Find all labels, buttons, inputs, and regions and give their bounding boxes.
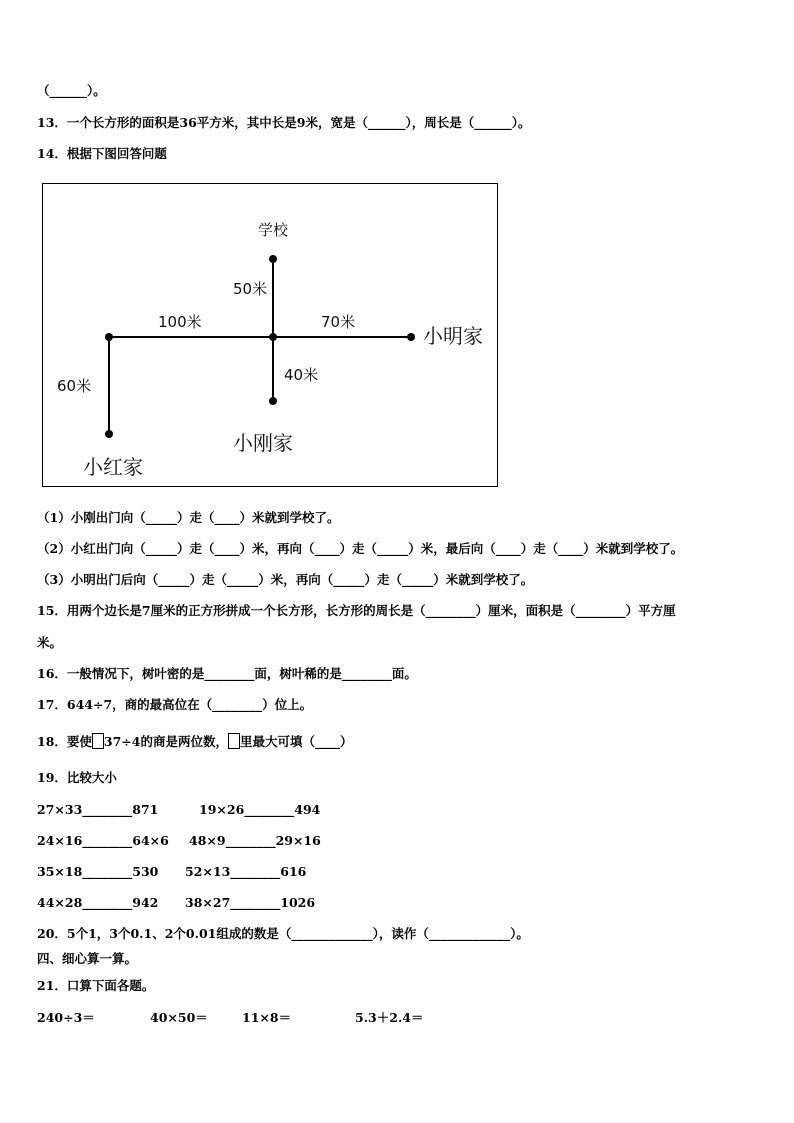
compare-item: 52×13________616 bbox=[185, 864, 307, 879]
question-21: 21．口算下面各题。 bbox=[37, 978, 155, 993]
compare-item: 35×18________530 bbox=[37, 864, 159, 879]
distance-70-label: 70米 bbox=[321, 313, 356, 331]
compare-row bbox=[37, 864, 307, 880]
q18-middle: 37÷4的商是两位数， bbox=[103, 734, 228, 749]
distance-100-label: 100米 bbox=[158, 313, 202, 331]
route-diagram bbox=[42, 183, 498, 487]
section-4-title: 四、细心算一算。 bbox=[37, 951, 138, 966]
distance-50-label: 50米 bbox=[233, 280, 268, 298]
question-13: 13．一个长方形的面积是36平方米，其中长是9米，宽是（______），周长是（______）。 bbox=[37, 115, 531, 130]
question-14-2: （2）小红出门向（_____）走（____）米，再向（____）走（_____）米，最后向（____）走（____）米就到学校了。 bbox=[37, 541, 684, 556]
calc-item: 5.3＋2.4＝ bbox=[355, 1010, 424, 1025]
calc-item: 240÷3＝ bbox=[37, 1010, 95, 1025]
school-label: 学校 bbox=[258, 221, 289, 239]
road-to-xiaohong bbox=[108, 336, 110, 435]
blank-box bbox=[228, 733, 240, 749]
road-to-school bbox=[272, 259, 274, 337]
road-horizontal bbox=[109, 336, 413, 338]
distance-60-label: 60米 bbox=[57, 377, 92, 395]
question-18 bbox=[37, 733, 353, 750]
compare-item: 27×33________871 bbox=[37, 802, 159, 817]
q18-suffix: 里最大可填（____） bbox=[239, 734, 353, 749]
road-to-xiaogang bbox=[272, 336, 274, 402]
compare-item: 24×16________64×6 bbox=[37, 833, 169, 848]
question-19-title: 19．比较大小 bbox=[37, 770, 117, 785]
corner-dot bbox=[105, 333, 113, 341]
xiaohong-home-label: 小红家 bbox=[83, 455, 143, 479]
compare-item: 38×27________1026 bbox=[185, 895, 316, 910]
q18-prefix: 18．要使 bbox=[37, 734, 92, 749]
xiaogang-home-label: 小刚家 bbox=[233, 431, 293, 455]
question-17: 17．644÷7，商的最高位在（________）位上。 bbox=[37, 697, 313, 712]
q12-tail: （______）。 bbox=[37, 83, 106, 98]
question-16: 16．一般情况下，树叶密的是________面，树叶稀的是________面。 bbox=[37, 666, 417, 681]
question-14-title: 14．根据下图回答问题 bbox=[37, 146, 167, 161]
xiaogang-dot bbox=[269, 397, 277, 405]
calc-item: 11×8＝ bbox=[242, 1010, 292, 1025]
xiaohong-dot bbox=[105, 430, 113, 438]
question-14-1: （1）小刚出门向（_____）走（____）米就到学校了。 bbox=[37, 510, 340, 525]
blank-box bbox=[92, 733, 104, 749]
question-15-line2: 米。 bbox=[37, 635, 63, 650]
center-dot bbox=[269, 333, 277, 341]
compare-item: 44×28________942 bbox=[37, 895, 159, 910]
compare-row bbox=[37, 802, 321, 818]
question-15-line1: 15．用两个边长是7厘米的正方形拼成一个长方形，长方形的周长是（________）厘米，面积是（________）平方厘 bbox=[37, 603, 676, 618]
school-dot bbox=[269, 255, 277, 263]
compare-item: 19×26________494 bbox=[199, 802, 321, 817]
compare-row bbox=[37, 895, 316, 911]
xiaoming-dot bbox=[407, 333, 415, 341]
calc-item: 40×50＝ bbox=[150, 1010, 208, 1025]
question-20: 20．5个1，3个0.1、2个0.01组成的数是（_____________），读作（_____________）。 bbox=[37, 926, 529, 941]
compare-row bbox=[37, 833, 321, 849]
distance-40-label: 40米 bbox=[284, 366, 319, 384]
compare-item: 48×9________29×16 bbox=[189, 833, 321, 848]
question-14-3: （3）小明出门后向（_____）走（_____）米，再向（_____）走（_____）米就到学校了。 bbox=[37, 572, 534, 587]
xiaoming-home-label: 小明家 bbox=[423, 324, 483, 348]
